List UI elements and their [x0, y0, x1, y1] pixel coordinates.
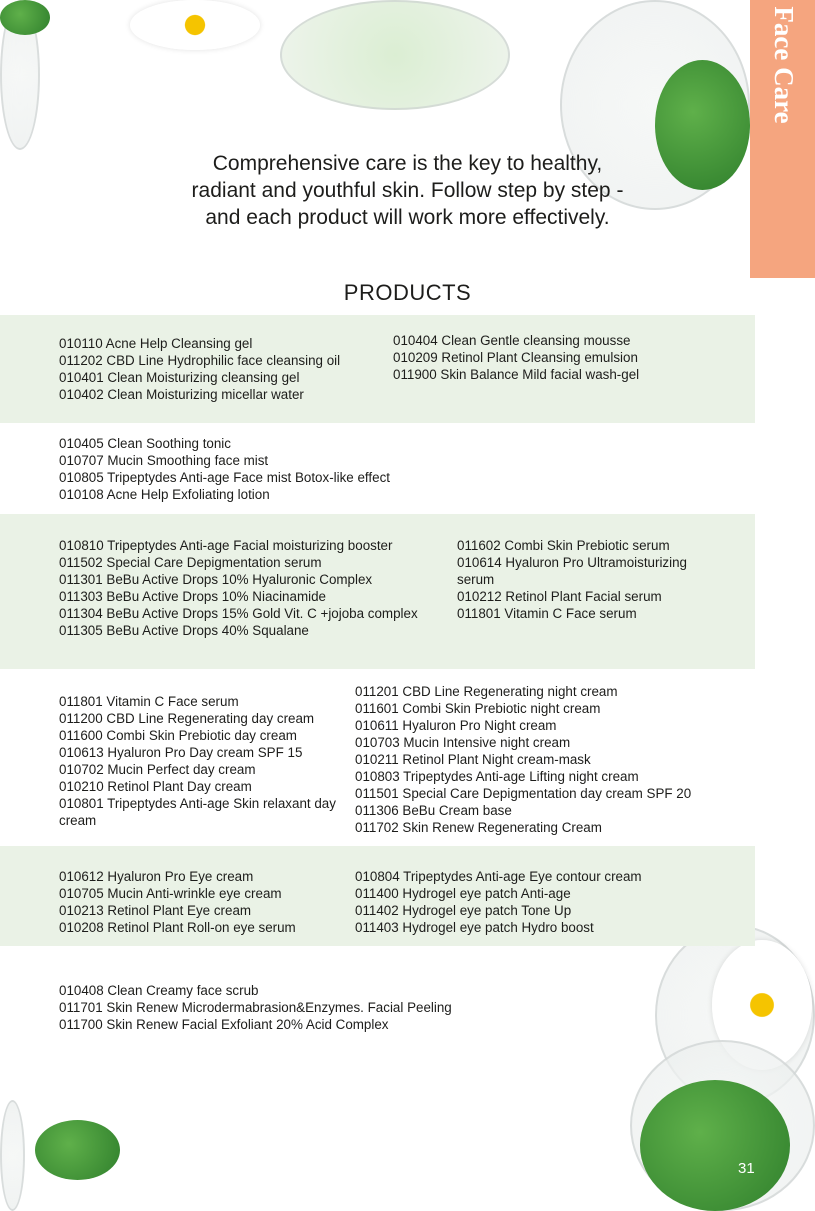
product-item: 011502 Special Care Depigmentation serum — [59, 555, 322, 570]
product-list-left — [59, 435, 499, 503]
page-number: 31 — [738, 1160, 755, 1177]
product-item: 010208 Retinol Plant Roll-on eye serum — [59, 920, 296, 935]
product-item: 011900 Skin Balance Mild facial wash-gel — [393, 367, 640, 382]
product-item: 010210 Retinol Plant Day cream — [59, 779, 252, 794]
decorative-leaf — [640, 1080, 790, 1211]
product-item: 011600 Combi Skin Prebiotic day cream — [59, 728, 297, 743]
product-item: 010212 Retinol Plant Facial serum — [457, 589, 662, 604]
product-item: 010110 Acne Help Cleansing gel — [59, 336, 253, 351]
intro-line: and each product will work more effectively. — [205, 206, 610, 229]
product-item: 010108 Acne Help Exfoliating lotion — [59, 487, 270, 502]
product-item: 010613 Hyaluron Pro Day cream SPF 15 — [59, 745, 303, 760]
decorative-leaf — [0, 0, 50, 35]
product-item: 011801 Vitamin C Face serum — [59, 694, 239, 709]
product-item: 010805 Tripeptydes Anti-age Face mist Botox-like effect — [59, 470, 390, 485]
product-item: 011501 Special Care Depigmentation day cream SPF 20 — [355, 786, 692, 801]
decorative-glass-dish — [280, 0, 510, 110]
product-item: 010707 Mucin Smoothing face mist — [59, 453, 269, 468]
product-list-right — [355, 683, 725, 836]
product-item: 011200 CBD Line Regenerating day cream — [59, 711, 315, 726]
product-item: 010404 Clean Gentle cleansing mousse — [393, 333, 631, 348]
product-item: 010705 Mucin Anti-wrinkle eye cream — [59, 886, 282, 901]
product-item: 011304 BeBu Active Drops 15% Gold Vit. C +jojoba complex — [59, 606, 418, 621]
product-list-left — [59, 693, 349, 829]
product-item: 011601 Combi Skin Prebiotic night cream — [355, 701, 601, 716]
product-item: 010402 Clean Moisturizing micellar water — [59, 387, 304, 402]
product-item: 011303 BeBu Active Drops 10% Niacinamide — [59, 589, 326, 604]
products-heading: PRODUCTS — [343, 280, 472, 305]
product-list-left — [59, 982, 499, 1033]
product-item: 010803 Tripeptydes Anti-age Lifting night cream — [355, 769, 639, 784]
product-item: 010611 Hyaluron Pro Night cream — [355, 718, 557, 733]
product-item: 011701 Skin Renew Microdermabrasion&Enzymes. Facial Peeling — [59, 1000, 452, 1015]
product-item: 011202 CBD Line Hydrophilic face cleansing oil — [59, 353, 341, 368]
decorative-glass-dish — [0, 1100, 25, 1211]
product-item: 010408 Clean Creamy face scrub — [59, 983, 259, 998]
product-item: 010810 Tripeptydes Anti-age Facial moisturizing booster — [59, 538, 393, 553]
product-item: 011402 Hydrogel eye patch Tone Up — [355, 903, 572, 918]
product-list-right — [355, 868, 725, 936]
product-item: 010702 Mucin Perfect day cream — [59, 762, 256, 777]
product-item: 011702 Skin Renew Regenerating Cream — [355, 820, 602, 835]
product-item: 011602 Combi Skin Prebiotic serum — [457, 538, 670, 553]
product-item: 011201 CBD Line Regenerating night cream — [355, 684, 618, 699]
product-item: 010401 Clean Moisturizing cleansing gel — [59, 370, 300, 385]
product-item: 010612 Hyaluron Pro Eye cream — [59, 869, 254, 884]
product-item: 010804 Tripeptydes Anti-age Eye contour cream — [355, 869, 642, 884]
product-item: 011801 Vitamin C Face serum — [457, 606, 637, 621]
product-item: 011301 BeBu Active Drops 10% Hyaluronic Complex — [59, 572, 373, 587]
product-item: 010211 Retinol Plant Night cream-mask — [355, 752, 591, 767]
decorative-clover — [35, 1120, 120, 1180]
intro-text — [140, 150, 675, 231]
product-item: 011306 BeBu Cream base — [355, 803, 512, 818]
section-tab-label: Face Care — [768, 6, 799, 124]
product-list-right — [393, 332, 693, 383]
product-item: 011403 Hydrogel eye patch Hydro boost — [355, 920, 594, 935]
product-item: 011400 Hydrogel eye patch Anti-age — [355, 886, 571, 901]
intro-line: Comprehensive care is the key to healthy, — [212, 152, 603, 175]
product-item: 011700 Skin Renew Facial Exfoliant 20% Acid Complex — [59, 1017, 389, 1032]
product-item: 010405 Clean Soothing tonic — [59, 436, 231, 451]
product-item: 010801 Tripeptydes Anti-age Skin relaxant day cream — [59, 796, 336, 828]
product-item: 010209 Retinol Plant Cleansing emulsion — [393, 350, 638, 365]
intro-line: radiant and youthful skin. Follow step by step - — [191, 179, 624, 202]
product-item: 010703 Mucin Intensive night cream — [355, 735, 571, 750]
product-item: 011305 BeBu Active Drops 40% Squalane — [59, 623, 309, 638]
product-list-right — [457, 537, 717, 622]
section-tab — [750, 0, 815, 278]
product-item: 010614 Hyaluron Pro Ultramoisturizing serum — [457, 555, 687, 587]
decorative-flower — [130, 0, 260, 50]
product-list-left — [59, 537, 499, 639]
product-item: 010213 Retinol Plant Eye cream — [59, 903, 252, 918]
